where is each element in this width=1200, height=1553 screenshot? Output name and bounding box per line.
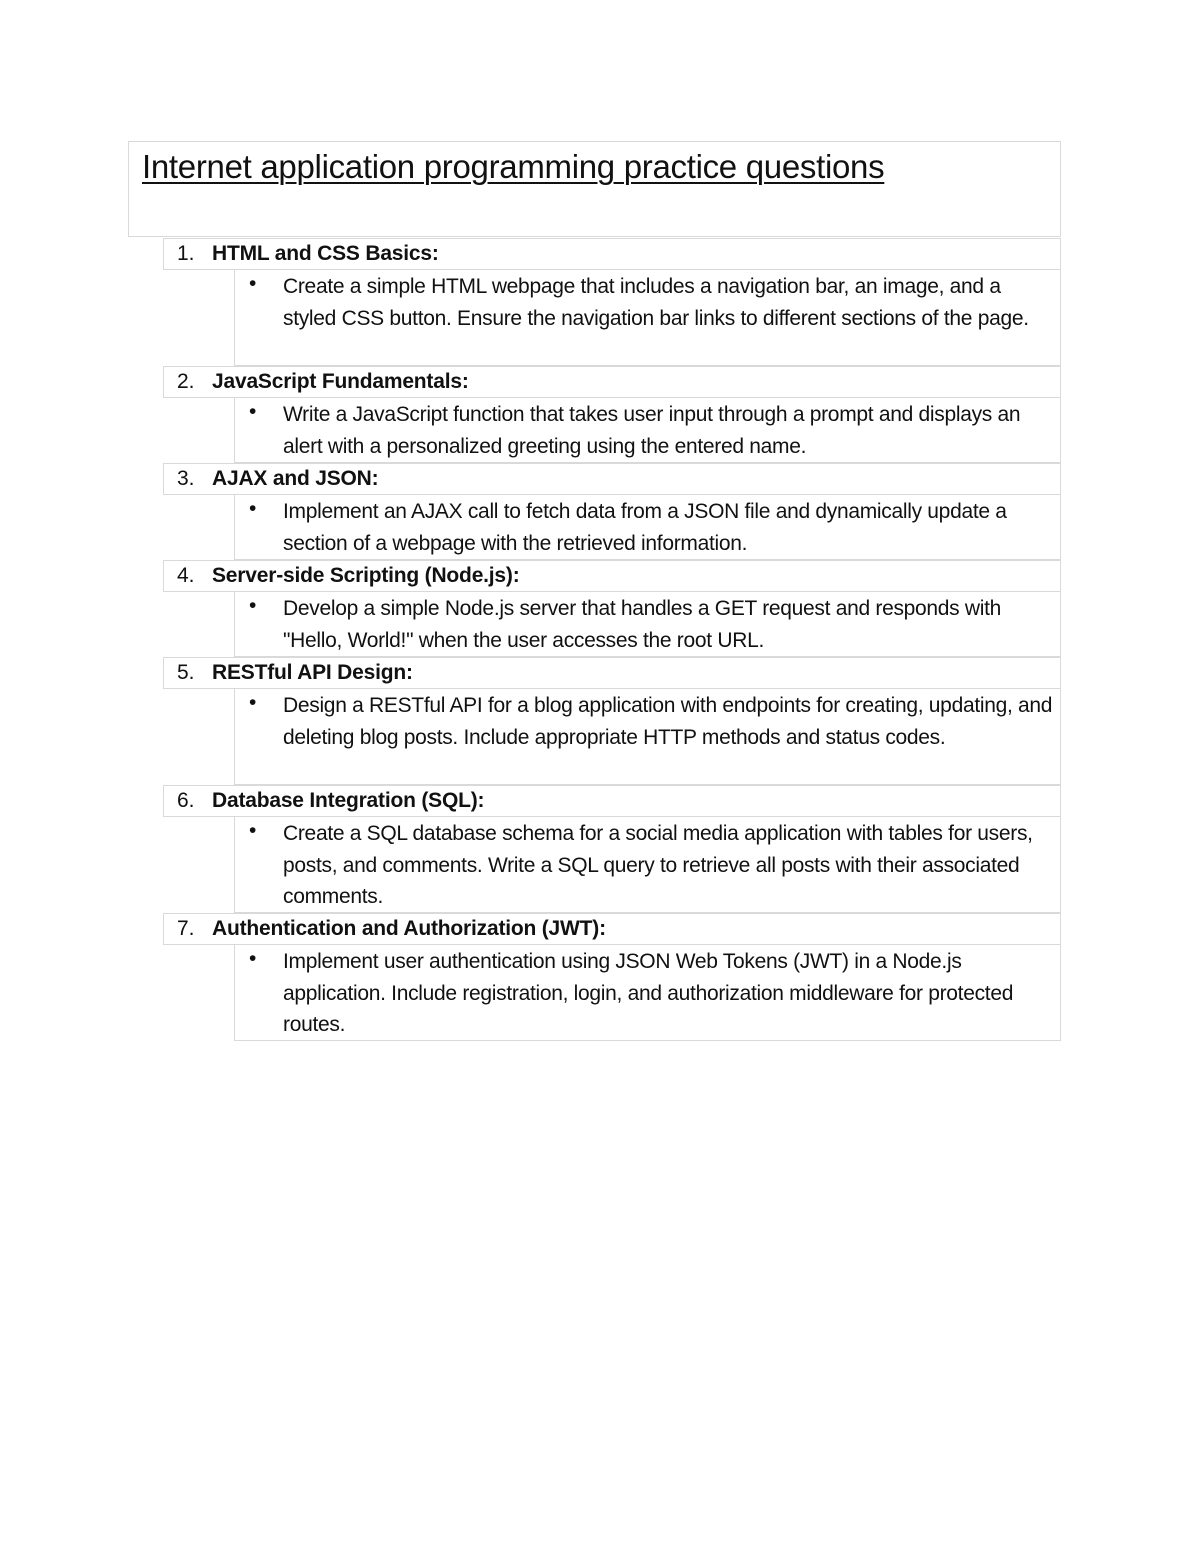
question-heading-row [163,913,1061,945]
question-heading: Database Integration (SQL): [212,789,485,812]
bullet-icon: • [249,400,257,423]
question-number: 2. [177,370,195,393]
question-heading: RESTful API Design: [212,661,413,684]
question-body-row [234,817,1061,913]
bullet-icon: • [249,691,257,714]
question-number: 5. [177,661,195,684]
question-heading-row [163,366,1061,398]
question-number: 4. [177,564,195,587]
question-body-row [234,945,1061,1041]
title-box [128,141,1061,237]
bullet-icon: • [249,497,257,520]
question-number: 6. [177,789,195,812]
question-body-row [234,495,1061,560]
question-heading-row [163,238,1061,270]
question-heading: HTML and CSS Basics: [212,242,439,265]
question-heading-row [163,560,1061,592]
bullet-icon: • [249,947,257,970]
question-heading-row [163,785,1061,817]
question-description: Develop a simple Node.js server that handles a GET request and responds with "Hello, World!" when the user accesses the root URL. [283,597,1002,652]
question-description: Create a simple HTML webpage that includes a navigation bar, an image, and a styled CSS button. Ensure the navigation bar links to different sections of the page. [283,275,1029,330]
question-heading: Authentication and Authorization (JWT): [212,917,606,940]
question-heading: JavaScript Fundamentals: [212,370,469,393]
question-number: 3. [177,467,195,490]
question-number: 7. [177,917,195,940]
question-description: Design a RESTful API for a blog application with endpoints for creating, updating, and deleting blog posts. Include appropriate HTTP methods and status codes. [283,694,1053,749]
bullet-icon: • [249,272,257,295]
question-number: 1. [177,242,195,265]
question-heading-row [163,657,1061,689]
bullet-icon: • [249,819,257,842]
question-body-row [234,398,1061,463]
question-body-row [234,270,1061,366]
question-heading: AJAX and JSON: [212,467,379,490]
question-body-row [234,592,1061,657]
document-title: Internet application programming practice questions [142,148,885,185]
question-heading-row [163,463,1061,495]
question-description: Write a JavaScript function that takes user input through a prompt and displays an alert with a personalized greeting using the entered name. [283,403,1021,458]
question-body-row [234,689,1061,785]
question-heading: Server-side Scripting (Node.js): [212,564,520,587]
question-description: Implement user authentication using JSON Web Tokens (JWT) in a Node.js application. Include registration, login, and authorization middleware for protected routes. [283,950,1014,1036]
bullet-icon: • [249,594,257,617]
question-description: Create a SQL database schema for a social media application with tables for users, posts, and comments. Write a SQL query to retrieve all posts with their associated comments. [283,822,1033,908]
question-description: Implement an AJAX call to fetch data from a JSON file and dynamically update a section of a webpage with the retrieved information. [283,500,1007,555]
